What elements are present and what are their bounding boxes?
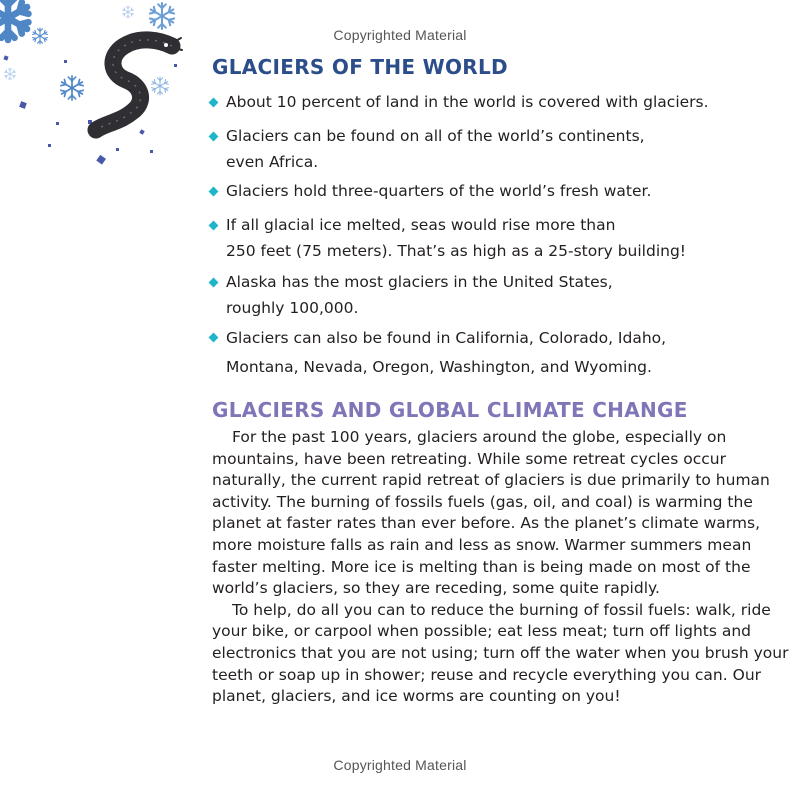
snowflake-icon [4,68,16,80]
section-heading-climate-change: GLACIERS AND GLOBAL CLIMATE CHANGE [212,398,688,422]
copyright-watermark-top: Copyrighted Material [333,27,467,43]
fact-list-item [208,123,788,175]
decorative-illustration [0,0,200,175]
fact-list-item [208,324,788,382]
fact-text: Glaciers can be found on all of the world’s continents, even Africa. [226,127,645,171]
fact-list-item [208,89,788,115]
fact-text: Glaciers can also be found in California, Colorado, Idaho, Montana, Nevada, Oregon, Washington, and Wyoming. [226,329,667,376]
fact-text: Alaska has the most glaciers in the United States, roughly 100,000. [226,273,613,317]
fact-list-item [208,212,788,264]
copyright-watermark-bottom: Copyrighted Material [333,757,467,773]
fact-text: Glaciers hold three-quarters of the world’s fresh water. [226,182,652,200]
snowflake-icon [32,28,48,44]
confetti-decoration [3,55,177,164]
body-paragraph: For the past 100 years, glaciers around the globe, especially on mountains, have been retreating. While some retreat cycles occur naturally, the current rapid retreat of glaciers is due primarily to human activity. The burning of fossils fuels (gas, oil, and coal) is warming the planet at faster rates than ever before. As the planet’s climate warms, more moisture falls as rain and less as snow. Warmer summers mean faster melting. More ice is melting than is being made on most of the world’s glaciers, so they are receding, some quite rapidly. [212,428,770,598]
climate-change-body [212,427,792,708]
snowflake-icon [122,6,134,18]
fact-text: If all glacial ice melted, seas would rise more than 250 feet (75 meters). That’s as high as a 25-story building! [226,216,687,260]
fact-list-item [208,269,788,321]
snowflake-icon [149,3,175,29]
snowflake-icon [60,76,84,100]
body-paragraph: To help, do all you can to reduce the burning of fossil fuels: walk, ride your bike, or carpool when possible; eat less meat; turn off lights and electronics that you are not using; turn off the water when you brush your teeth or soap up in shower; reuse and recycle everything you can. Our planet, glaciers, and ice worms are counting on you! [212,600,789,706]
snowflake-icon [0,0,30,40]
ice-worm-icon [96,38,182,130]
snowflake-icon [151,77,169,95]
fact-list-item [208,178,788,204]
fact-text: About 10 percent of land in the world is covered with glaciers. [226,93,709,111]
section-heading-glaciers-of-the-world: GLACIERS OF THE WORLD [212,55,508,79]
